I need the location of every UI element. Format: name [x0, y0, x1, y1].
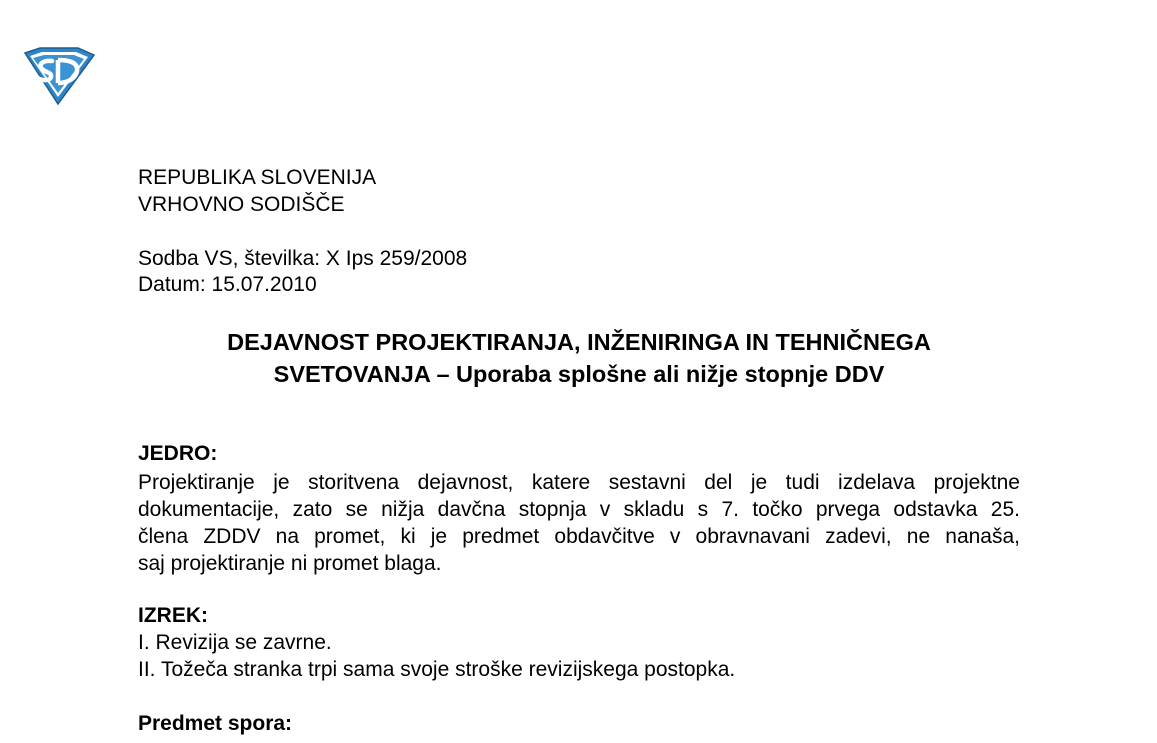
jedro-heading: JEDRO: — [138, 442, 218, 465]
jedro-line: dokumentacije, zato se nižja davčna stopnja v skladu s 7. točko prvega odstavka 25. — [138, 498, 1020, 521]
jedro-line: člena ZDDV na promet, ki je predmet obdavčitve v obravnavani zadevi, ne nanaša, — [138, 525, 1020, 548]
decision-date: Datum: 15.07.2010 — [138, 273, 317, 296]
jedro-line: saj projektiranje ni promet blaga. — [138, 552, 442, 575]
court-logo-icon — [22, 47, 96, 105]
case-number: Sodba VS, številka: X Ips 259/2008 — [138, 247, 468, 270]
izrek-item-1: I. Revizija se zavrne. — [138, 631, 332, 654]
header-republic: REPUBLIKA SLOVENIJA — [138, 166, 377, 189]
izrek-heading: IZREK: — [138, 604, 208, 627]
jedro-line: Projektiranje je storitvena dejavnost, katere sestavni del je tudi izdelava projektne — [138, 471, 1020, 494]
jedro-paragraph — [138, 469, 1020, 577]
predmet-spora-heading: Predmet spora: — [138, 712, 293, 735]
header-court: VRHOVNO SODIŠČE — [138, 193, 345, 216]
document-title — [138, 326, 1020, 390]
title-line-1: DEJAVNOST PROJEKTIRANJA, INŽENIRINGA IN TEHNIČNEGA — [227, 329, 931, 355]
izrek-item-2: II. Tožeča stranka trpi sama svoje stroške revizijskega postopka. — [138, 658, 736, 681]
title-line-2: SVETOVANJA – Uporaba splošne ali nižje stopnje DDV — [273, 361, 885, 387]
